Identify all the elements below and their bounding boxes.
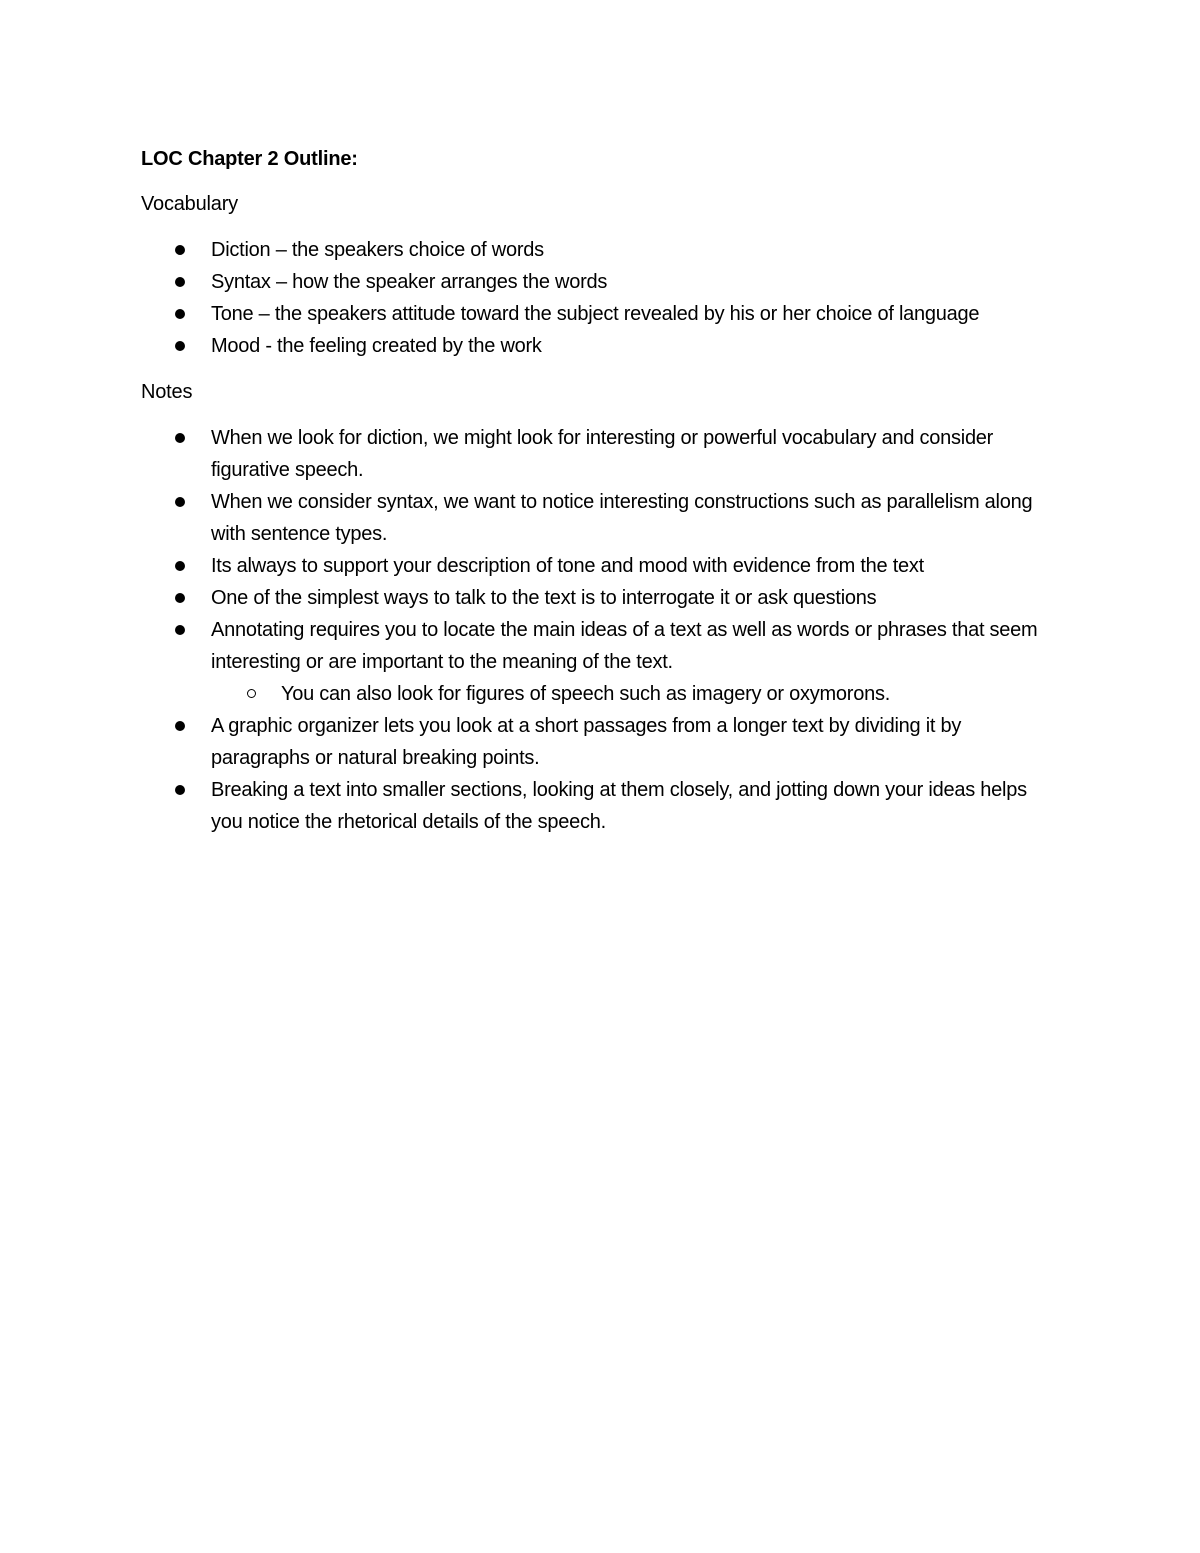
bullet-icon [175,433,185,443]
list-item-text: Syntax – how the speaker arranges the words [211,271,608,293]
notes-list [141,422,1061,838]
list-item [141,330,1061,362]
bullet-icon [175,561,185,571]
list-item-text: Tone – the speakers attitude toward the subject revealed by his or her choice of language [211,303,980,325]
list-item-text: One of the simplest ways to talk to the text is to interrogate it or ask questions [211,587,877,609]
list-item-text: Breaking a text into smaller sections, looking at them closely, and jotting down your ideas helps you notice the rhetorical details of the speech. [211,779,1027,833]
bullet-icon [175,785,185,795]
bullet-icon [175,593,185,603]
sub-list-item [211,678,1061,710]
list-item [141,486,1061,550]
bullet-icon [175,245,185,255]
sub-list [211,678,1061,710]
list-item [141,422,1061,486]
list-item-text: When we look for diction, we might look for interesting or powerful vocabulary and consider figurative speech. [211,427,994,481]
list-item-text: Diction – the speakers choice of words [211,239,544,261]
list-item [141,774,1061,838]
document-title: LOC Chapter 2 Outline: [141,148,358,170]
list-item-text: When we consider syntax, we want to notice interesting constructions such as parallelism along with sentence types. [211,491,1033,545]
sub-list-item-text: You can also look for figures of speech such as imagery or oxymorons. [281,683,890,705]
bullet-icon [175,497,185,507]
bullet-icon [175,309,185,319]
list-item-text: A graphic organizer lets you look at a short passages from a longer text by dividing it by paragraphs or natural breaking points. [211,715,962,769]
list-item-text: Mood - the feeling created by the work [211,335,542,357]
bullet-icon [175,341,185,351]
bullet-icon [175,721,185,731]
list-item [141,298,1061,330]
list-item [141,550,1061,582]
list-item [141,582,1061,614]
list-item-text: Annotating requires you to locate the main ideas of a text as well as words or phrases that seem interesting or are important to the meaning of the text. [211,619,1038,673]
bullet-icon [175,625,185,635]
list-item [141,614,1061,710]
hollow-bullet-icon [247,689,256,698]
vocabulary-list [141,234,1061,362]
bullet-icon [175,277,185,287]
document-body [141,143,1061,852]
notes-heading: Notes [141,381,193,403]
list-item [141,266,1061,298]
vocabulary-heading: Vocabulary [141,193,238,215]
list-item [141,710,1061,774]
list-item [141,234,1061,266]
list-item-text: Its always to support your description of tone and mood with evidence from the text [211,555,924,577]
